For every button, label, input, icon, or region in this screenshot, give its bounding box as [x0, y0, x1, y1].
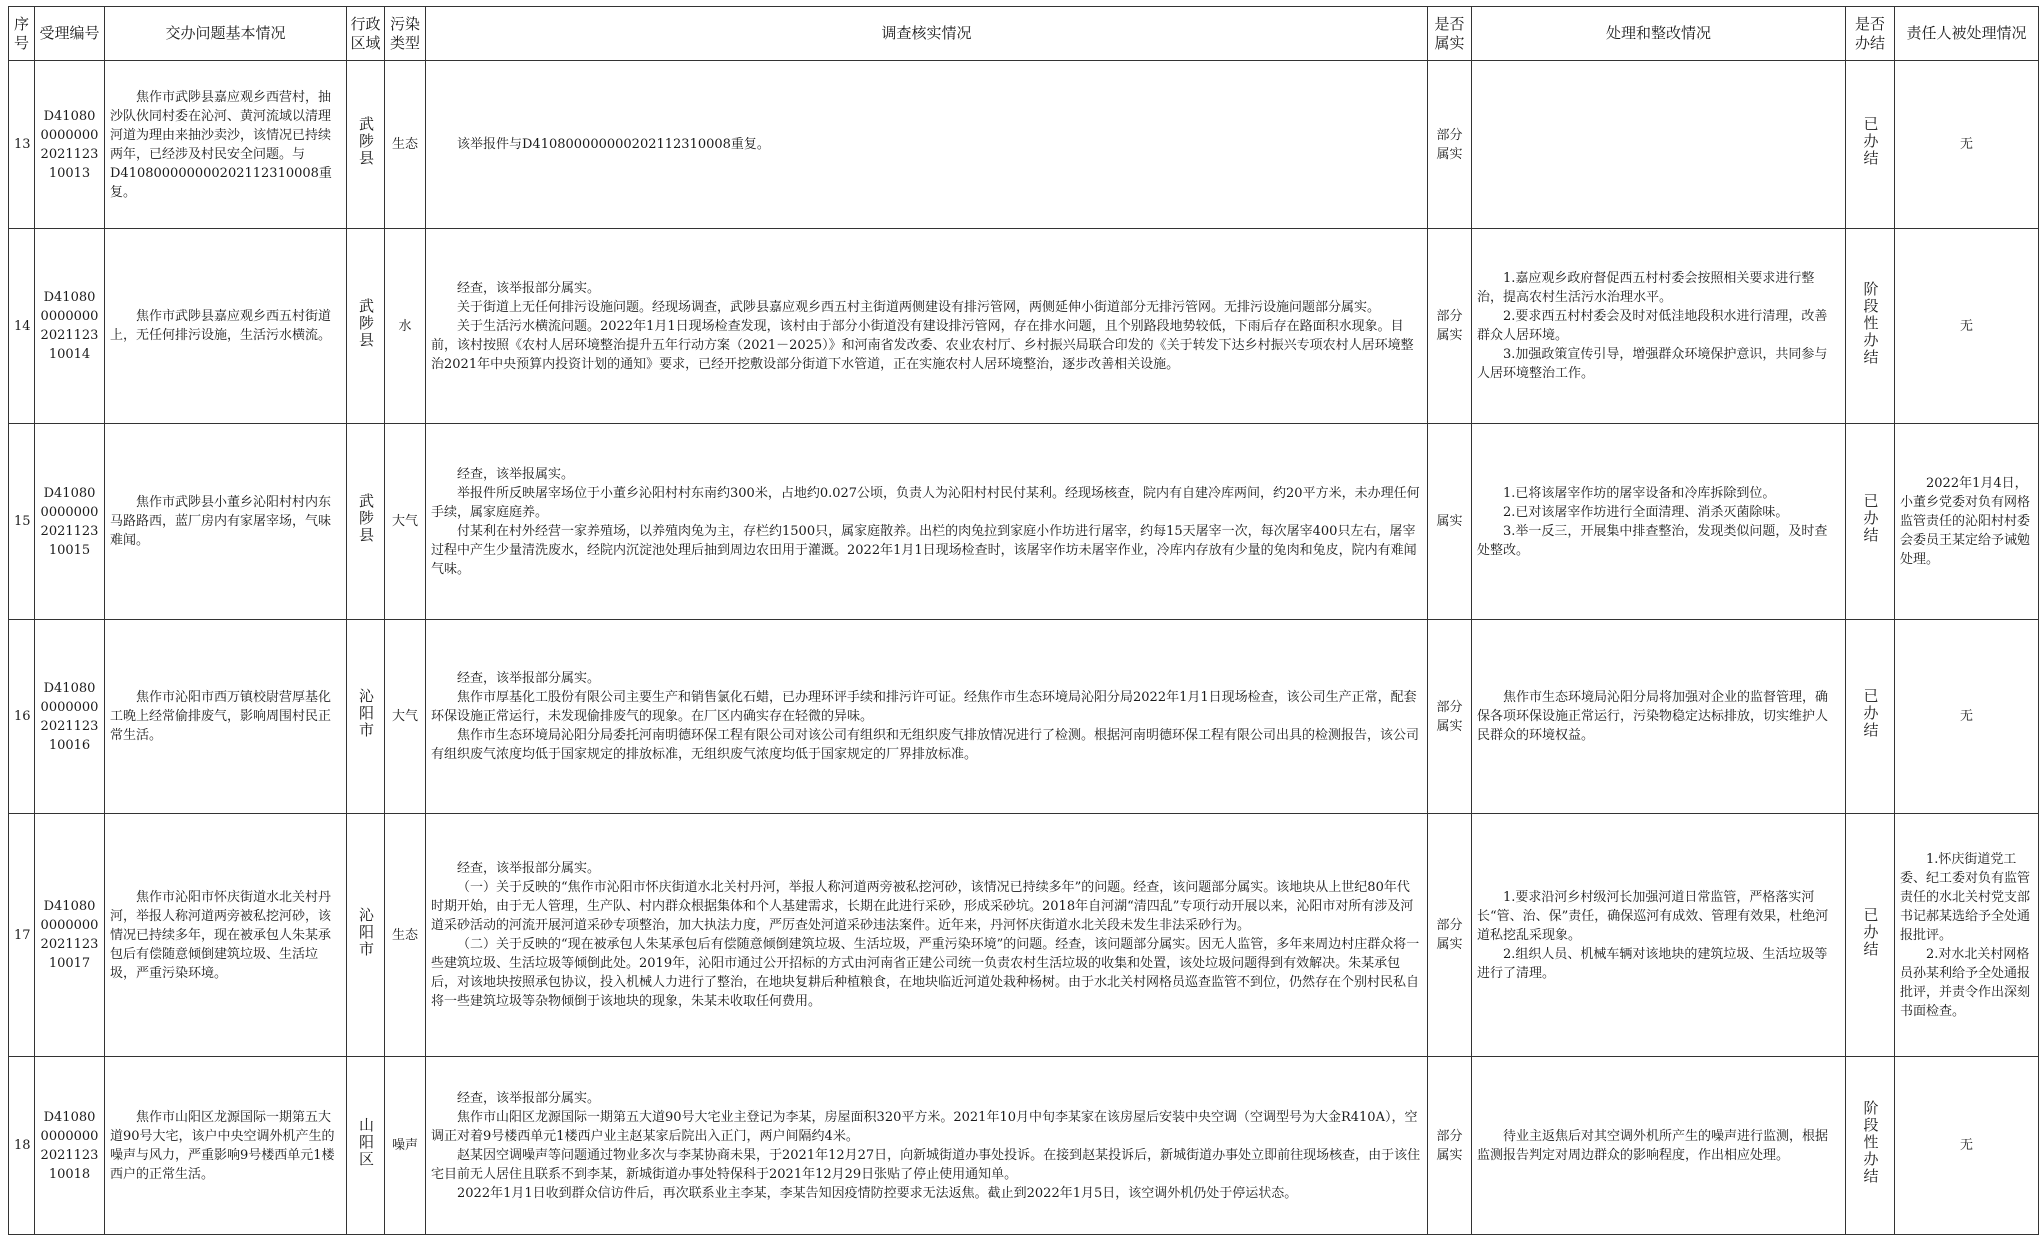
table-row — [9, 1057, 2039, 1235]
row-seq: 14 — [14, 318, 31, 334]
row-region-cell — [347, 424, 385, 620]
fact-status: 属实 — [1436, 514, 1463, 529]
row-closed-cell — [1846, 620, 1895, 814]
row-id-line: D41080 — [43, 680, 96, 696]
row-id-line: 2021123 — [40, 937, 99, 952]
row-region-cell — [347, 620, 385, 814]
investigation-paragraph: 焦作市山阳区龙源国际一期第五大道90号大宅业主登记为李某，房屋面积320平方米。2021年10月中旬李某家在该房屋后安装中央空调（空调型号为大金R410A），空调正对着9号楼西单元1楼西户业主赵某家后院出入正门，两户间隔约4米。 — [431, 1109, 1418, 1144]
row-id-line: 0000000 — [40, 918, 99, 933]
pollution-type: 大气 — [391, 709, 418, 724]
row-pollution-cell — [385, 1057, 426, 1235]
region-text: 沁阳市 — [357, 688, 375, 739]
row-id-line: 0000000 — [40, 1128, 99, 1144]
problem-text: 焦作市武陟县嘉应观乡西五村街道上，无任何排污设施，生活污水横流。 — [110, 309, 332, 343]
row-pollution-cell — [385, 61, 426, 229]
header-id: 受理编号 — [35, 7, 105, 61]
row-id-line: 2021123 — [40, 523, 99, 539]
row-handling-cell — [1472, 229, 1846, 424]
row-id-line: 10013 — [48, 165, 91, 181]
responsible-text: 2022年1月4日，小董乡党委对负有网格监管责任的沁阳村村委会委员王某定给予诫勉处理。 — [1900, 476, 2031, 567]
row-investigation-cell — [426, 424, 1428, 620]
investigation-paragraph: 赵某因空调噪声等问题通过物业多次与李某协商未果，于2021年12月27日，向新城街道办事处投诉。在接到赵某投诉后，新城街道办事处立即前往现场核查，由于该住宅目前无人居住且联系不到李某，新城街道办事处特保科于2021年12月29日张贴了停止使用通知单。 — [431, 1147, 1421, 1182]
problem-text: 焦作市武陟县嘉应观乡西营村，抽沙队伙同村委在沁河、黄河流域以清理河道为理由来抽沙卖沙，该情况已持续两年，已经涉及村民安全问题。与 D410800000000202112310008重复。 — [110, 89, 332, 200]
row-seq: 17 — [14, 927, 31, 943]
header-handling: 处理和整改情况 — [1472, 7, 1846, 61]
row-id-line: 0000000 — [40, 309, 99, 324]
pollution-type: 生态 — [391, 927, 418, 943]
row-responsible-cell — [1895, 229, 2039, 424]
row-seq: 16 — [14, 709, 31, 724]
investigation-paragraph: 经查，该举报部分属实。 — [457, 280, 601, 296]
row-id-line: 10018 — [48, 1166, 91, 1182]
row-fact-cell — [1428, 620, 1472, 814]
table-row — [9, 61, 2039, 229]
row-seq-cell — [9, 814, 35, 1057]
row-problem-cell — [105, 814, 347, 1057]
responsible-text: 无 — [1959, 709, 1973, 724]
pollution-type: 生态 — [391, 137, 418, 152]
row-investigation-cell — [426, 1057, 1428, 1235]
handling-paragraph: 2.要求西五村村委会及时对低洼地段积水进行清理，改善群众人居环境。 — [1477, 309, 1828, 343]
investigation-paragraph: （一）关于反映的“焦作市沁阳市怀庆街道水北关村丹河，举报人称河道两旁被私挖河砂，该情况已持续多年”的问题。经查，该问题部分属实。该地块从上世纪80年代时期开始，由于无人管理，生产队、村内群众根据集体和个人基建需求，长期在此进行采砂，形成采砂坑。2018年自河湖“清四乱”专项行动开展以来，沁阳市对所有涉及河道采砂活动的河流开展河道采砂专项整治，加大执法力度，严厉查处河道采砂违法案件。近年来，丹河怀庆街道水北关段未发生非法采砂行为。 — [431, 880, 1414, 933]
table-row — [9, 620, 2039, 814]
row-closed-cell — [1846, 814, 1895, 1057]
row-responsible-cell — [1895, 1057, 2039, 1235]
responsible-text: 1.怀庆街道党工委、纪工委对负有监管责任的水北关村党支部书记郝某选给予全处通报批评。 — [1900, 851, 2031, 943]
closed-status: 已办结 — [1861, 906, 1880, 958]
region-text: 山阳区 — [357, 1117, 375, 1168]
row-id-line: 2021123 — [40, 328, 99, 343]
row-fact-cell — [1428, 1057, 1472, 1235]
responsible-text: 无 — [1959, 318, 1973, 334]
report-table — [8, 6, 2039, 1235]
row-handling-cell — [1472, 620, 1846, 814]
row-seq: 18 — [14, 1138, 31, 1153]
table-row — [9, 229, 2039, 424]
investigation-paragraph: 举报件所反映屠宰场位于小董乡沁阳村村东南约300米，占地约0.027公顷，负责人为沁阳村村民付某利。经现场核查，院内有自建冷库两间，约20平方米，未办理任何手续，属家庭庭养。 — [431, 485, 1420, 520]
investigation-paragraph: 经查，该举报部分属实。 — [457, 861, 601, 876]
row-pollution-cell — [385, 229, 426, 424]
row-pollution-cell — [385, 620, 426, 814]
region-text: 武陟县 — [357, 297, 375, 349]
fact-status: 部分属实 — [1436, 309, 1463, 343]
row-handling-cell — [1472, 1057, 1846, 1235]
header-region: 行政区域 — [347, 7, 385, 61]
row-fact-cell — [1428, 229, 1472, 424]
header-closed: 是否办结 — [1846, 7, 1895, 61]
table-header — [9, 7, 2039, 61]
handling-paragraph: 3.加强政策宣传引导，增强群众环境保护意识，共同参与人居环境整治工作。 — [1477, 347, 1828, 381]
handling-paragraph: 1.要求沿河乡村级河长加强河道日常监管，严格落实河长“管、治、保”责任，确保巡河有成效、管理有效果，杜绝河道私挖乱采现象。 — [1477, 889, 1829, 943]
closed-status: 已办结 — [1861, 493, 1880, 544]
row-problem-cell — [105, 424, 347, 620]
investigation-paragraph: 经查，该举报部分属实。 — [457, 1090, 601, 1106]
handling-paragraph: 1.嘉应观乡政府督促西五村村委会按照相关要求进行整治，提高农村生活污水治理水平。 — [1477, 271, 1815, 305]
closed-status: 已办结 — [1861, 688, 1880, 739]
row-investigation-cell — [426, 814, 1428, 1057]
row-seq: 13 — [14, 137, 31, 152]
investigation-paragraph: 2022年1月1日收到群众信访件后，再次联系业主李某，李某告知因疫情防控要求无法返焦。截止到2022年1月5日，该空调外机仍处于停运状态。 — [457, 1185, 1298, 1201]
header-seq: 序号 — [9, 7, 35, 61]
fact-status: 部分属实 — [1436, 918, 1463, 952]
row-responsible-cell — [1895, 61, 2039, 229]
investigation-paragraph: 经查，该举报部分属实。 — [457, 671, 601, 686]
row-seq-cell — [9, 229, 35, 424]
responsible-text: 2.对水北关村网格员孙某利给予全处通报批评，并责令作出深刻书面检查。 — [1900, 946, 2031, 1019]
handling-paragraph: 2.组织人员、机械车辆对该地块的建筑垃圾、生活垃圾等进行了清理。 — [1477, 946, 1828, 981]
table-row — [9, 424, 2039, 620]
table-row — [9, 814, 2039, 1057]
row-region-cell — [347, 1057, 385, 1235]
row-id-cell — [35, 61, 105, 229]
investigation-paragraph: 付某利在村外经营一家养殖场，以养殖肉兔为主，存栏约1500只，属家庭散养。出栏的肉兔拉到家庭小作坊进行屠宰，约每15天屠宰一次，每次屠宰400只左右，屠宰过程中产生少量清洗废水，经院内沉淀池处理后抽到周边农田用于灌溉。2022年1月1日现场检查时，该屠宰作坊未屠宰作业，冷库内存放有少量的兔肉和兔皮，院内有难闻气味。 — [431, 523, 1417, 577]
header-pollution: 污染类型 — [385, 7, 426, 61]
row-id-cell — [35, 424, 105, 620]
row-seq-cell — [9, 1057, 35, 1235]
row-handling-cell — [1472, 61, 1846, 229]
region-text: 武陟县 — [357, 116, 375, 167]
handling-paragraph: 2.已对该屠宰作坊进行全面清理、消杀灭菌除味。 — [1503, 504, 1789, 520]
row-problem-cell — [105, 61, 347, 229]
row-handling-cell — [1472, 424, 1846, 620]
row-responsible-cell — [1895, 814, 2039, 1057]
investigation-paragraph: （二）关于反映的“现在被承包人朱某承包后有偿随意倾倒建筑垃圾、生活垃圾，严重污染环境”的问题。经查，该问题部分属实。因无人监管，多年来周边村庄群众将一些建筑垃圾、生活垃圾等倾倒此处。2019年，沁阳市通过公开招标的方式由河南省正建公司统一负责农村生活垃圾的收集和处置，该处垃圾问题得到有效解决。朱某承包后，对该地块按照承包协议，投入机械人力进行了整治，在地块复耕后种植粮食，在地块临近河道处栽种杨树。由于水北关村网格员巡查监管不到位，仍然存在个别村民私自将一些建筑垃圾等杂物倾倒于该地块的现象，朱某未收取任何费用。 — [431, 937, 1420, 1009]
investigation-paragraph: 经查，该举报属实。 — [457, 466, 575, 482]
row-problem-cell — [105, 229, 347, 424]
row-id-cell — [35, 229, 105, 424]
row-problem-cell — [105, 620, 347, 814]
handling-paragraph: 待业主返焦后对其空调外机所产生的噪声进行监测，根据监测报告判定对周边群众的影响程度，作出相应处理。 — [1477, 1128, 1829, 1163]
row-region-cell — [347, 229, 385, 424]
handling-paragraph: 1.已将该屠宰作坊的屠宰设备和冷库拆除到位。 — [1503, 485, 1776, 501]
row-problem-cell — [105, 1057, 347, 1235]
row-id-line: D41080 — [43, 108, 96, 124]
closed-status: 阶段性办结 — [1861, 280, 1880, 366]
row-id-line: D41080 — [43, 899, 96, 914]
row-id-line: 2021123 — [40, 146, 99, 162]
header-problem: 交办问题基本情况 — [105, 7, 347, 61]
pollution-type: 水 — [398, 318, 412, 334]
fact-status: 部分属实 — [1436, 699, 1463, 734]
row-id-cell — [35, 1057, 105, 1235]
row-investigation-cell — [426, 61, 1428, 229]
header-investigation: 调查核实情况 — [426, 7, 1428, 61]
investigation-paragraph: 关于生活污水横流问题。2022年1月1日现场检查发现，该村由于部分小街道没有建设排污管网，存在排水问题，且个别路段地势较低，下雨后存在路面积水现象。目前，该村按照《农村人居环境整治提升五年行动方案（2021－2025）》和河南省发改委、农业农村厅、乡村振兴局联合印发的《关于转发下达乡村振兴专项农村人居环境整治2021年中央预算内投资计划的通知》要求，已经开挖敷设部分街道下水管道，正在实施农村人居环境整治，逐步改善相关设施。 — [431, 318, 1414, 372]
region-text: 武陟县 — [357, 493, 375, 544]
row-fact-cell — [1428, 814, 1472, 1057]
row-id-line: D41080 — [43, 290, 96, 305]
row-responsible-cell — [1895, 620, 2039, 814]
pollution-type: 噪声 — [391, 1138, 418, 1153]
row-id-line: 0000000 — [40, 127, 99, 143]
region-text: 沁阳市 — [357, 906, 375, 958]
row-closed-cell — [1846, 1057, 1895, 1235]
problem-text: 焦作市武陟县小董乡沁阳村村内东马路路西，蓝厂房内有家屠宰场，气味难闻。 — [110, 495, 332, 548]
investigation-paragraph: 焦作市生态环境局沁阳分局委托河南明德环保工程有限公司对该公司有组织和无组织废气排放情况进行了检测。根据河南明德环保工程有限公司出具的检测报告，该公司有组织废气浓度均低于国家规定的排放标准，无组织废气浓度均低于国家规定的厂界排放标准。 — [431, 728, 1420, 762]
row-handling-cell — [1472, 814, 1846, 1057]
row-pollution-cell — [385, 424, 426, 620]
problem-text: 焦作市沁阳市怀庆街道水北关村丹河，举报人称河道两旁被私挖河砂，该情况已持续多年，现在被承包人朱某承包后有偿随意倾倒建筑垃圾、生活垃圾，严重污染环境。 — [110, 889, 332, 981]
row-closed-cell — [1846, 61, 1895, 229]
investigation-paragraph: 该举报件与D410800000000202112310008重复。 — [457, 137, 770, 152]
row-seq-cell — [9, 61, 35, 229]
handling-paragraph: 焦作市生态环境局沁阳分局将加强对企业的监督管理，确保各项环保设施正常运行，污染物稳定达标排放，切实维护人民群众的环境权益。 — [1477, 690, 1829, 743]
row-id-line: 10015 — [48, 542, 91, 558]
responsible-text: 无 — [1959, 137, 1973, 152]
row-fact-cell — [1428, 61, 1472, 229]
row-id-line: 2021123 — [40, 718, 99, 734]
fact-status: 部分属实 — [1436, 127, 1463, 162]
row-region-cell — [347, 61, 385, 229]
problem-text: 焦作市山阳区龙源国际一期第五大道90号大宅，该户中央空调外机产生的噪声与风力，严重影响9号楼西单元1楼西户的正常生活。 — [110, 1109, 335, 1182]
row-region-cell — [347, 814, 385, 1057]
closed-status: 阶段性办结 — [1861, 1100, 1880, 1185]
header-responsible: 责任人被处理情况 — [1895, 7, 2039, 61]
row-seq: 15 — [14, 514, 31, 529]
row-id-line: 2021123 — [40, 1147, 99, 1163]
row-id-line: D41080 — [43, 485, 96, 501]
investigation-paragraph: 关于街道上无任何排污设施问题。经现场调查，武陟县嘉应观乡西五村主街道两侧建设有排污管网，两侧延伸小街道部分无排污管网。无排污设施问题部分属实。 — [457, 299, 1381, 315]
row-id-line: 0000000 — [40, 699, 99, 715]
row-investigation-cell — [426, 229, 1428, 424]
row-closed-cell — [1846, 229, 1895, 424]
row-id-line: 10017 — [48, 956, 91, 971]
problem-text: 焦作市沁阳市西万镇校尉营厚基化工晚上经常偷排废气，影响周围村民正常生活。 — [110, 690, 332, 743]
row-id-cell — [35, 814, 105, 1057]
row-responsible-cell — [1895, 424, 2039, 620]
row-id-line: 0000000 — [40, 504, 99, 520]
row-seq-cell — [9, 620, 35, 814]
pollution-type: 大气 — [391, 514, 418, 529]
row-id-line: D41080 — [43, 1109, 96, 1125]
row-seq-cell — [9, 424, 35, 620]
row-id-line: 10016 — [48, 737, 91, 753]
fact-status: 部分属实 — [1436, 1128, 1463, 1163]
row-fact-cell — [1428, 424, 1472, 620]
table-body — [9, 61, 2039, 1235]
row-pollution-cell — [385, 814, 426, 1057]
row-id-line: 10014 — [48, 347, 91, 362]
handling-paragraph: 3.举一反三，开展集中排查整治，发现类似问题，及时查处整改。 — [1477, 523, 1828, 558]
header-fact: 是否属实 — [1428, 7, 1472, 61]
row-investigation-cell — [426, 620, 1428, 814]
closed-status: 已办结 — [1861, 116, 1880, 167]
responsible-text: 无 — [1959, 1138, 1973, 1153]
investigation-paragraph: 焦作市厚基化工股份有限公司主要生产和销售氯化石蜡，已办理环评手续和排污许可证。经焦作市生态环境局沁阳分局2022年1月1日现场检查，该公司生产正常，配套环保设施正常运行，未发现偷排废气的现象。在厂区内确实存在轻微的异味。 — [431, 690, 1417, 724]
row-closed-cell — [1846, 424, 1895, 620]
row-id-cell — [35, 620, 105, 814]
